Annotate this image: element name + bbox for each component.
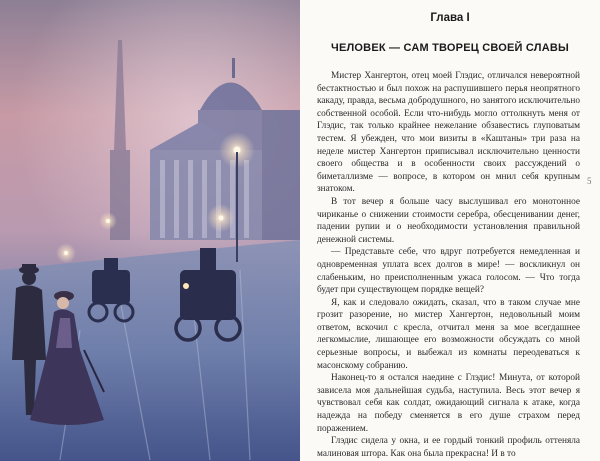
paragraph: Наконец-то я остался наедине с Глэдис! Минута, от которой зависела моя дальнейшая судьба, наступила. Весь этот вечер я чувствовал себя как солдат, ожидающий сигнала к атаке, когда надежда на победу сменяется в его душе страхом перед поражением. (317, 373, 580, 434)
chapter-label: Глава I (430, 12, 470, 24)
paragraph: Глэдис сидела у окна, и ее гордый тонкий профиль оттеняла малиновая штора. Как она была прекрасна! И в то (317, 436, 580, 459)
text-page (300, 0, 600, 461)
paragraph: Я, как и следовало ожидать, сказал, что в таком случае мне грозит разорение, но мистер Хангертон, недовольный моим ответом, вскочил с кресла, отчитал меня за мое всегдашнее легкомыслие, лишающее его возможности обсуждать со мной серьезные вопросы, и выбежал из комнаты переодеваться к масонскому собранию. (317, 297, 580, 371)
paragraph: В тот вечер я больше часу выслушивал его монотонное чириканье о снижении стоимости серебра, обесценивании денег, падении рупии и о необходимости установления правильной денежной системы. (317, 196, 580, 245)
chapter-title: ЧЕЛОВЕК — САМ ТВОРЕЦ СВОЕЙ СЛАВЫ (331, 42, 569, 54)
paragraph: — Представьте себе, что вдруг потребуется немедленная и одновременная уплата всех долгов в мире! — воскликнул он слабеньким, но преисполненным ужаса голосом. — Что тогда будет при существующем порядке вещей? (317, 247, 580, 296)
body-text (317, 70, 580, 460)
paragraph: Мистер Хангертон, отец моей Глэдис, отличался невероятной бестактностью и был похож на распушившего перья неопрятного какаду, правда, весьма добродушного, но занятого исключительно собственной особой. Если что-нибудь могло оттолкнуть меня от Глэдис, так только крайнее нежелание обзавестись глуповатым тестем. Я убежден, что мои визиты в «Каштаны» три раза на неделе мистер Хангертон приписывал исключительно ценности своего общества и в особенности своих рассуждений о биметаллизме — вопросе, в котором он мнил себя крупным знатоком. (317, 71, 580, 195)
page-number: 5 (587, 176, 592, 186)
